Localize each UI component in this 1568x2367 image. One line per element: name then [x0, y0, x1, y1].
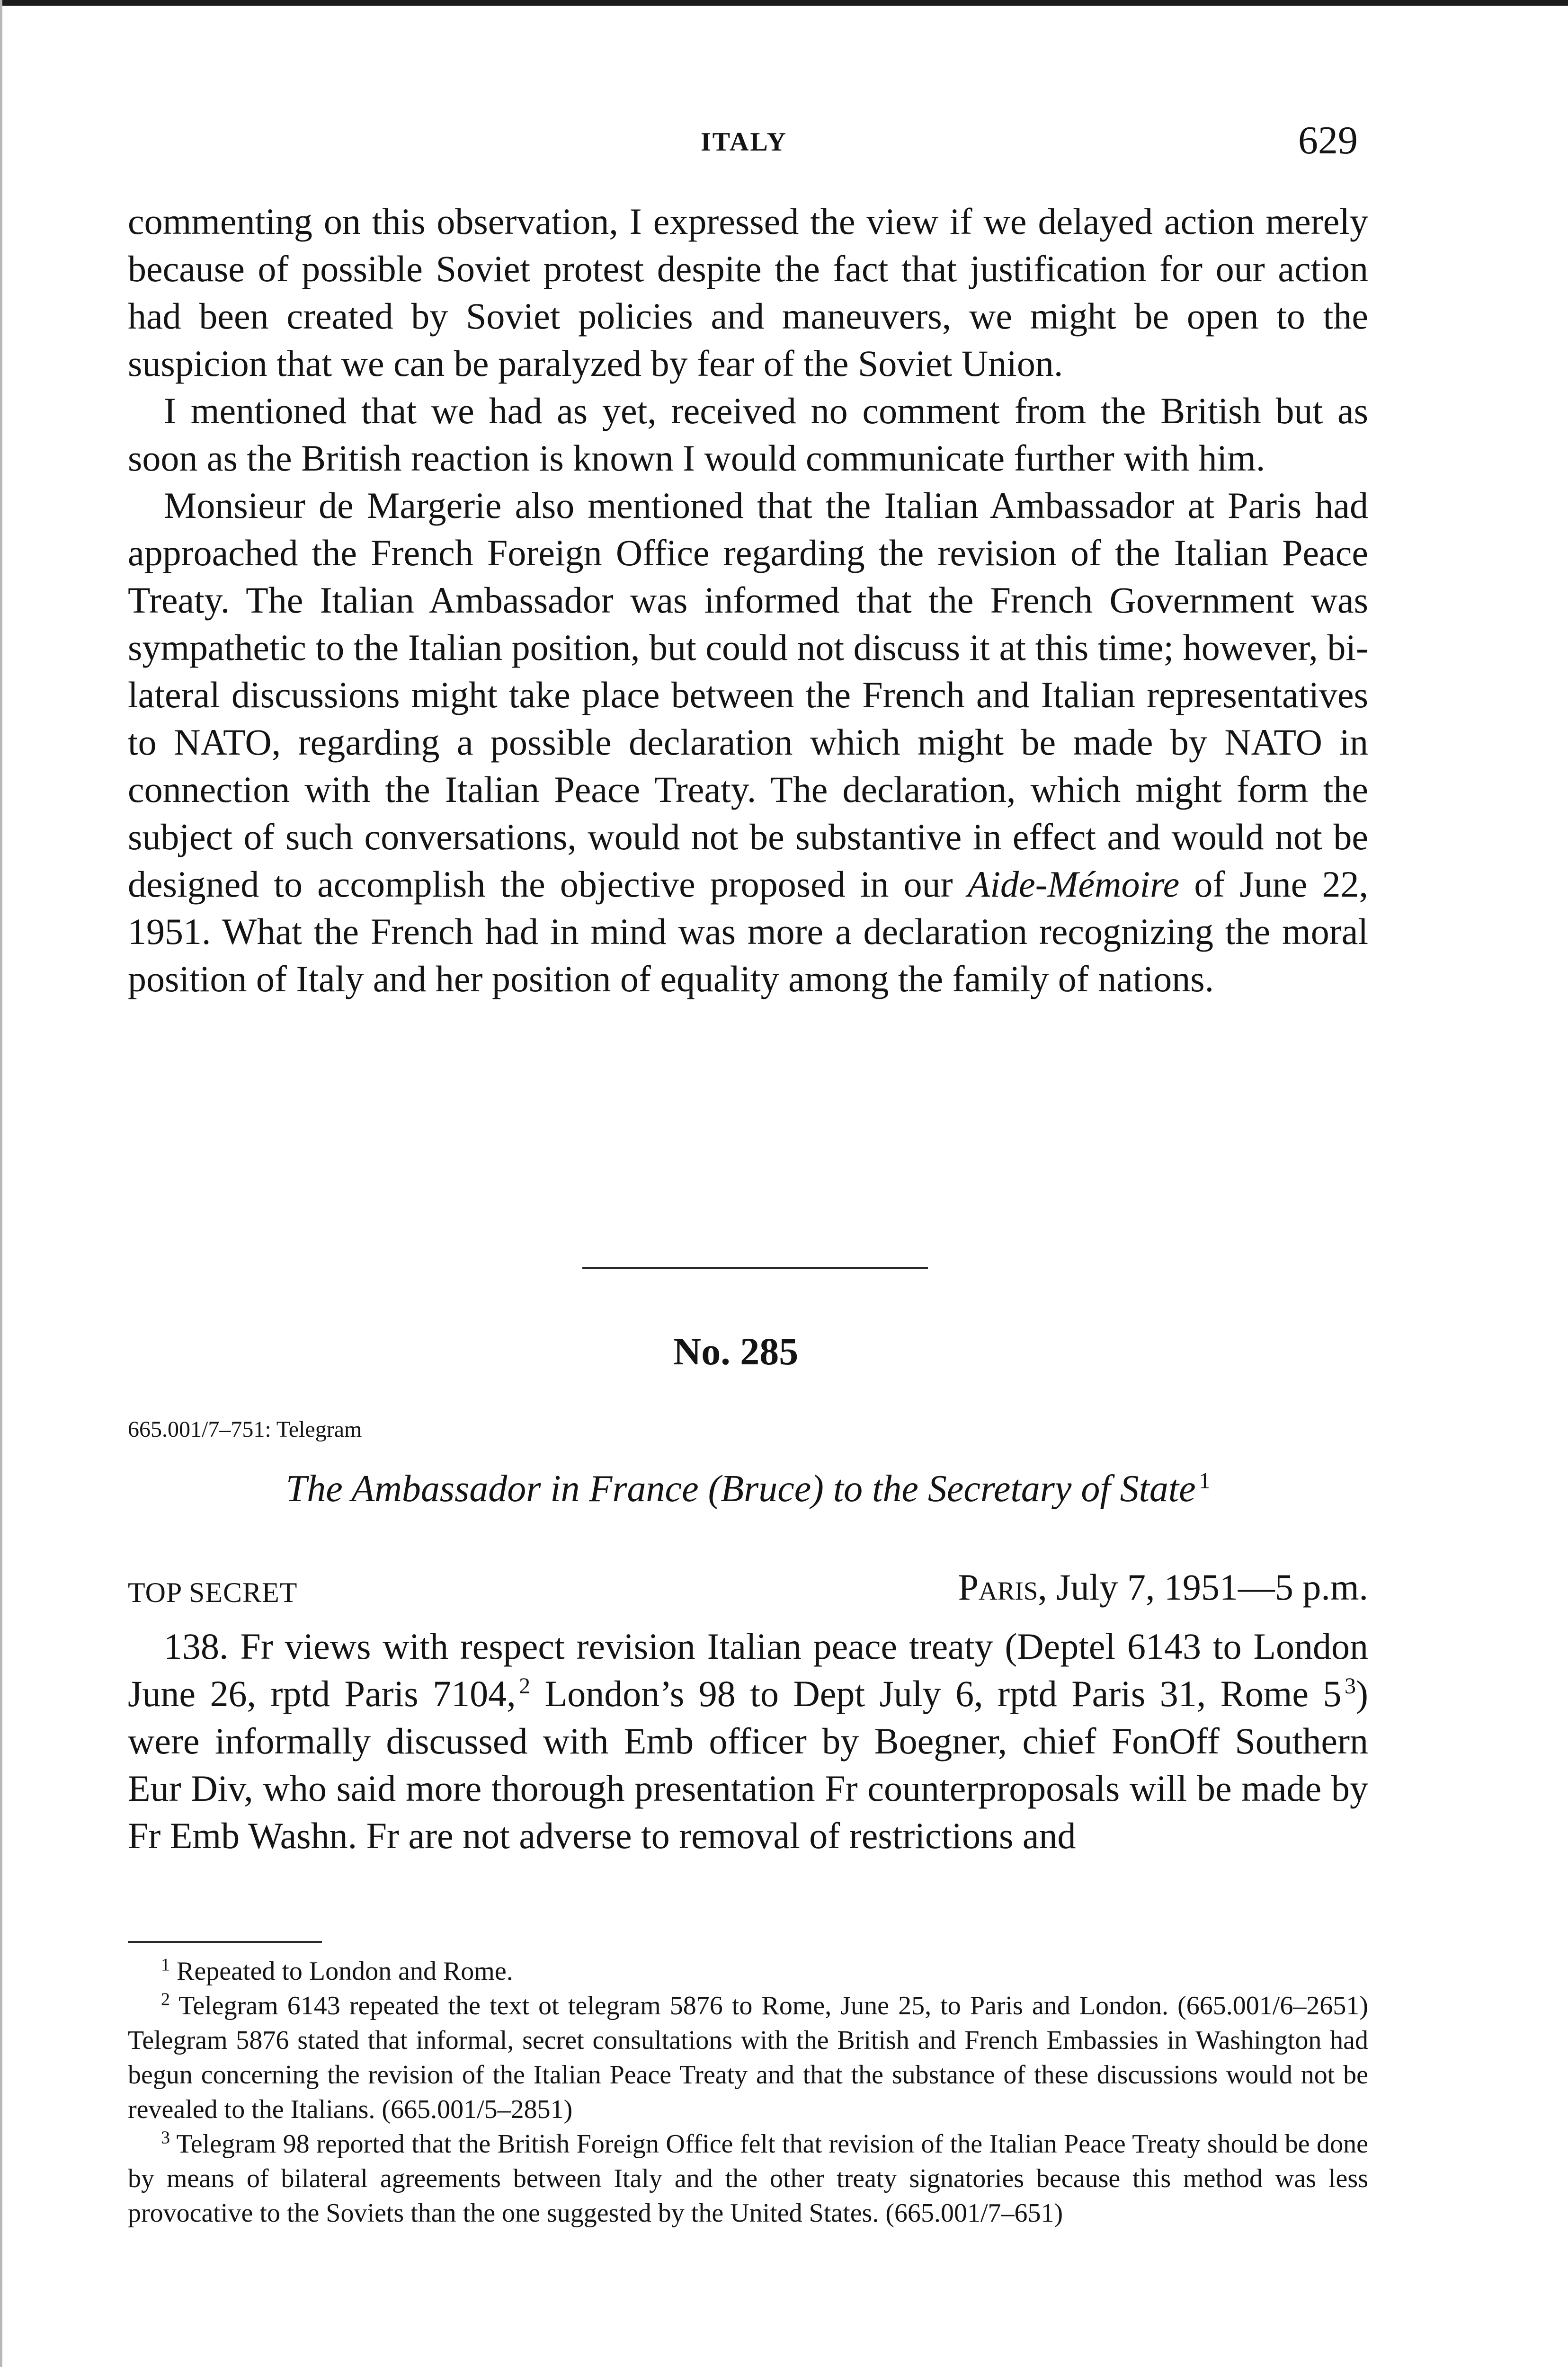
footnote-mark: 3: [1345, 1673, 1356, 1699]
footnote-divider: [128, 1941, 322, 1943]
file-reference: 665.001/7–751: Telegram: [128, 1417, 362, 1442]
running-head: ITALY: [701, 127, 788, 157]
document-title: The Ambassador in France (Bruce) to the Secretary of State $^1$: [285, 1468, 1211, 1510]
aide-memoire-italic: Aide-Mémoire: [967, 863, 1180, 905]
dateline: Paris, July 7, 1951—5 p.m.: [958, 1566, 1368, 1608]
paragraph: Monsieur de Margerie also mentioned that the Italian Ambassador at Paris had approached the French Foreign Office regarding the revision of the Italian Peace Treaty. The Italian Ambassador was informed that the French Government was sympathetic to the Italian position, but could not discuss it at this time; however, bilateral discussions might take place between the French and Italian representatives to NATO, regarding a possible declaration which might be made by NATO in connection with the Italian Peace Treaty. The declaration, which might form the subject of such conversations, would not be substantive in effect and would not be designed to accomplish the objective proposed in our Aide-Mémoire of June 22, 1951. What the French had in mind was more a declaration recognizing the moral position of Italy and her position of equality among the family of nations.: [128, 485, 1368, 999]
footnote: $^2$ Telegram 6143 repeated the text ot telegram 5876 to Rome, June 25, to Paris and London. (665.001/6–2651) Telegram 5876 stated that informal, secret consultations with the British and French Embassies in Washington had begun concerning the revision of the Italian Peace Treaty and that the substance of these discussions would not be revealed to the Italians. (665.001/5–2851): [128, 1989, 1368, 2124]
paragraph: 138. Fr views with respect revision Italian peace treaty (Deptel 6143 to London June 26, rptd Paris 7104, $^2$ London’s 98 to Dept July 6, rptd Paris 31, Rome 5 $^3$) were informally discussed with Emb officer by Boegner, chief FonOff Southern Eur Div, who said more thorough presentation Fr counterproposals will be made by Fr Emb Washn. Fr are not adverse to removal of restrictions and: [128, 1626, 1369, 1856]
page-number: 629: [1298, 118, 1358, 162]
footnotes: [128, 1954, 1368, 2231]
paragraph: commenting on this observation, I expressed the view if we delayed action merely because of possible Soviet protest despite the fact that justification for our action had been created by Soviet policies and maneuvers, we might be open to the suspicion that we can be paralyzed by fear of the Soviet Union.: [128, 201, 1368, 384]
footnote-mark: 1: [1199, 1468, 1211, 1494]
classification-label: TOP SECRET: [128, 1577, 298, 1608]
footnote: $^3$ Telegram 98 reported that the British Foreign Office felt that revision of the Italian Peace Treaty should be done by means of bilateral agreements between Italy and the other treaty signatories because this method was less provocative to the Soviets than the one suggested by the United States. (665.001/7–651): [128, 2127, 1368, 2228]
page-top-edge: [0, 0, 1568, 6]
footnote-mark: 2: [519, 1673, 531, 1699]
page-left-edge: [0, 0, 2, 2367]
telegram-text: [128, 1623, 1368, 1860]
paragraph: I mentioned that we had as yet, received no comment from the British but as soon as the British reaction is known I would communicate further with him.: [128, 390, 1368, 479]
footnote: $^1$ Repeated to London and Rome.: [161, 1955, 513, 1986]
document-number: No. 285: [673, 1330, 799, 1373]
section-divider: [582, 1267, 928, 1269]
continued-document-text: [128, 198, 1368, 1003]
